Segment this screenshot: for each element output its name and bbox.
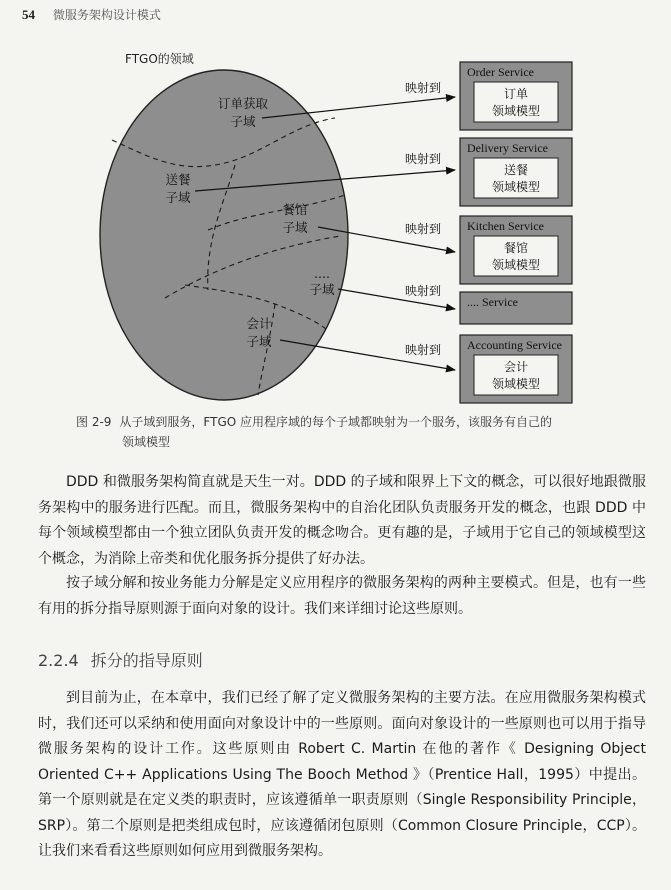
domain-label: FTGO的领域 [125, 52, 194, 66]
service-other [460, 292, 572, 324]
paragraph-decomposition: 按子域分解和按业务能力分解是定义应用程序的微服务架构的两种主要模式。但是，也有一些有用的拆分指导原则源于面向对象的设计。我们来详细讨论这些原则。 [38, 575, 646, 617]
model-kitchen-line2: 领域模型 [491, 258, 541, 272]
maps-to-label-5: 映射到 [405, 343, 442, 357]
service-other-name: .... Service [467, 295, 518, 309]
subdomain-other-line1: .... [314, 266, 330, 281]
maps-to-label-3: 映射到 [405, 222, 442, 236]
service-accounting [460, 335, 572, 403]
model-order-line1: 订单 [503, 87, 529, 101]
subdomain-kitchen-line2: 子域 [282, 220, 308, 235]
maps-to-label-1: 映射到 [405, 81, 442, 95]
service-kitchen [460, 216, 572, 284]
model-delivery-line2: 领域模型 [491, 180, 541, 194]
model-accounting-line2: 领域模型 [491, 377, 541, 391]
service-order-name: Order Service [467, 65, 534, 79]
subdomain-delivery-line1: 送餐 [165, 172, 191, 187]
service-delivery [460, 138, 572, 206]
caption-line2: 领域模型 [122, 435, 171, 449]
maps-to-label-4: 映射到 [405, 284, 442, 298]
book-title: 微服务架构设计模式 [52, 8, 161, 22]
section-title: 拆分的指导原则 [90, 651, 203, 670]
service-accounting-name: Accounting Service [467, 338, 562, 352]
service-order [460, 62, 572, 130]
subdomain-accounting-line2: 子域 [246, 334, 272, 349]
subdomain-other-line2: 子域 [309, 282, 335, 297]
figure-number: 图 2-9 [76, 415, 112, 429]
figure-caption [76, 412, 636, 452]
ftgo-domain-ellipse [100, 70, 348, 400]
model-accounting-line1: 会计 [503, 360, 529, 374]
paragraph-ddd: DDD 和微服务架构简直就是天生一对。DDD 的子域和限界上下文的概念，可以很好地跟微服务架构中的服务进行匹配。而且，微服务架构中的自治化团队负责服务开发的概念，也跟 DDD 中每个领域模型都由一个独立团队负责开发的概念吻合。更有趣的是，子域用于它自己的领域模型这个概念，为消除上帝类和优化服务拆分提供了好办法。 [38, 474, 646, 567]
caption-line1: 从子域到服务，FTGO 应用程序域的每个子域都映射为一个服务，该服务有自己的 [119, 415, 553, 429]
service-kitchen-name: Kitchen Service [467, 219, 544, 233]
subdomain-service-diagram [0, 0, 671, 405]
section-heading [38, 648, 203, 671]
subdomain-order-line1: 订单获取 [217, 96, 269, 111]
subdomain-kitchen-line1: 餐馆 [282, 202, 308, 217]
section-number: 2.2.4 [38, 651, 79, 670]
model-delivery-line1: 送餐 [503, 163, 529, 177]
model-order-line2: 领域模型 [491, 104, 541, 118]
page-number: 54 [22, 7, 35, 22]
paragraph-principles: 到目前为止，在本章中，我们已经了解了定义微服务架构的主要方法。在应用微服务架构模式时，我们还可以采纳和使用面向对象设计中的一些原则。面向对象设计的一些原则也可以用于指导微服务架构的设计工作。这些原则由 Robert C. Martin 在他的著作《 Designing Object Oriented C++ Applications Using The Booch Method 》（Prentice Hall，1995）中提出。第一个原则就是在定义类的职责时，应该遵循单一职责原则（Single Responsibility Principle，SRP）。第二个原则是把类组成包时，应该遵循闭包原则（Common Closure Principle，CCP）。让我们来看看这些原则如何应用到微服务架构。 [38, 690, 646, 859]
subdomain-order-line2: 子域 [230, 114, 256, 129]
subdomain-accounting-line1: 会计 [246, 316, 272, 331]
model-kitchen-line1: 餐馆 [503, 241, 529, 255]
subdomain-delivery-line2: 子域 [165, 190, 191, 205]
maps-to-label-2: 映射到 [405, 152, 442, 166]
service-delivery-name: Delivery Service [467, 141, 548, 155]
